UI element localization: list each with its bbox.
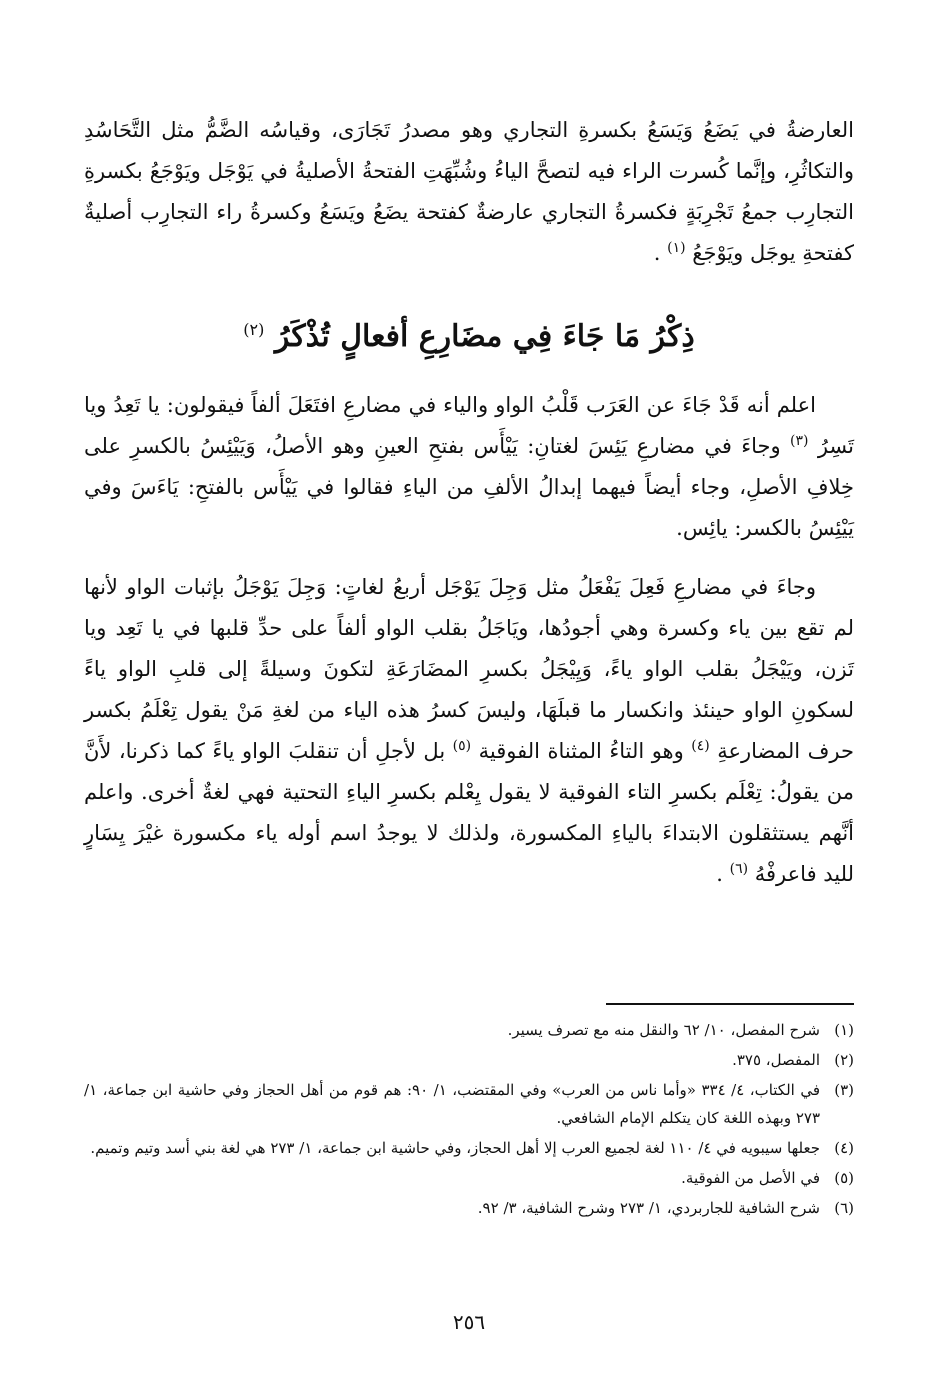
section-heading (84, 304, 854, 363)
footnote-number: (١) (834, 1021, 854, 1039)
footnote-text: المفصل، ٣٧٥. (732, 1051, 820, 1069)
footnote-text: في الأصل من الفوقية. (681, 1169, 820, 1187)
paragraph-1-end: . (653, 241, 661, 265)
footnote-number: (٢) (834, 1051, 854, 1069)
paragraph-3-text-a: وجاءَ في مضارعِ فَعِلَ يَفْعَلُ مثل وَجِلَ يَوْجَل أربعُ لغاتٍ: وَجِلَ يَوْجَلُ بإثبات الواو لأنها لم تقع بين ياء وكسرة وهي أجودُها، ويَاجَلُ بقلب الواو ألفاً على حدِّ قلبها في يا تَعِد ويا تَزن، ويَيْجَلُ بقلب الواو ياءً، وَيِيْجَلُ بكسرِ المضَارَعَةِ لتكونَ وسيلةً إلى قلبِ الواو ياءً لسكونِ الواو حينئذ وانكسار ما قبلَهَا، وليسَ كسرُ هذه الياء من لغةِ مَنْ يقول تِعْلَمُ بكسر حرف المضارعةِ (84, 575, 854, 763)
footnote-separator (606, 1003, 854, 1005)
footnote-number: (٦) (834, 1199, 854, 1217)
page-body (84, 110, 854, 895)
footnote-item (84, 1076, 854, 1132)
paragraph-3-end: . (716, 862, 723, 886)
footnote-ref-3: (٣) (790, 433, 809, 449)
footnote-item (84, 1194, 854, 1222)
paragraph-2-text-b: وجاءَ في مضارعِ يَئِسَ لغتانِ: يَيْأَس بفتحِ العينِ وهو الأصلُ، وَيَيْئِسُ بالكسرِ على خِلافِ الأصلِ، وجاء أيضاً فيهما إبدالُ الألفِ من الياءِ فقالوا في يَيْأَس بالفتحِ: يَاءَسَ وفي يَيْئِسُ بالكسر: يائِس. (84, 434, 854, 540)
footnote-text: جعلها سيبويه في ٤/ ١١٠ لغة لجميع العرب إلا أهل الحجاز، وفي حاشية ابن جماعة، ١/ ٢٧٣ هي لغة بني أسد وتيم وتميم. (90, 1139, 820, 1157)
footnote-number: (٤) (834, 1139, 854, 1157)
paragraph-2-text-a: اعلم أنه قَدْ جَاءَ عن العَرَب قَلْبُ الواو والياء في مضارعِ افتَعَلَ ألفاً فيقولون: يا تَعِدُ ويا تَسِرُ (84, 393, 854, 458)
section-heading-text: ذِكْرُ مَا جَاءَ فِي مضَارِعِ أفعالٍ تُذْكَرُ (274, 319, 695, 354)
footnote-number: (٣) (834, 1081, 854, 1099)
paragraph-1 (84, 110, 854, 274)
paragraph-3 (84, 567, 854, 895)
paragraph-2 (84, 385, 854, 549)
footnote-ref-4: (٤) (691, 738, 710, 754)
footnote-item (84, 1164, 854, 1192)
paragraph-3-text-b: وهو التاءُ المثناة الفوقية (478, 739, 684, 763)
footnote-item (84, 1134, 854, 1162)
footnote-text: شرح المفصل، ١٠/ ٦٢ والنقل منه مع تصرف يسير. (507, 1021, 820, 1039)
page-number: ٢٥٦ (452, 1310, 486, 1334)
footnotes-list (84, 1016, 854, 1224)
footnote-item (84, 1046, 854, 1074)
footnote-ref-1: (١) (667, 240, 686, 256)
footnote-ref-6: (٦) (729, 861, 749, 877)
footnote-text: في الكتاب، ٤/ ٣٣٤ «وأما ناس من العرب» وفي المقتضب، ١/ ٩٠: هم قوم من أهل الحجاز وفي حاشية ابن جماعة، ١/ ٢٧٣ وبهذه اللغة كان يتكلم الإمام الشافعي. (84, 1081, 820, 1127)
footnote-text: شرح الشافية للجاربردي، ١/ ٢٧٣ وشرح الشافية، ٣/ ٩٢. (477, 1199, 820, 1217)
paragraph-1-text: العارضةُ في يَضَعُ وَيَسَعُ بكسرةِ التجاري وهو مصدرُ تَجَارَى، وقياسُه الضَّمُّ مثل التَّحَاسُدِ والتكاثُرِ، وإنَّما كُسرت الراء فيه لتصحَّ الياءُ وشُبِّهَتِ الفتحةُ الأصليةُ في يَوْجَل ويَوْجَعُ بكسرةِ التجارِب جمعُ تَجْرِبَةٍ فكسرةُ التجاري عارضةٌ كفتحة يضَعُ ويَسَعُ وكسرةُ راء التجارِب أصليةٌ كفتحةِ يوجَل ويَوْجَعُ (84, 118, 854, 265)
footnote-number: (٥) (834, 1169, 854, 1187)
footnote-item (84, 1016, 854, 1044)
footnote-ref-2: (٢) (243, 320, 265, 339)
paragraph-3-text-c: بل لأجلِ أن تنقلبَ الواو ياءً كما ذكرنا، لأَنَّ من يقولُ: تِعْلَم بكسرِ التاء الفوقية لا يقول يِعْلم بكسرِ الياءِ التحتية فهي لغةٌ أخرى. واعلم أنَّهم يستثقلون الابتداءَ بالياءِ المكسورة، ولذلك لا يوجدُ اسم أوله ياء مكسورة غيْرَ يِسَارٍ لليد فاعرفْهُ (84, 739, 854, 886)
footnote-ref-5: (٥) (452, 738, 472, 754)
